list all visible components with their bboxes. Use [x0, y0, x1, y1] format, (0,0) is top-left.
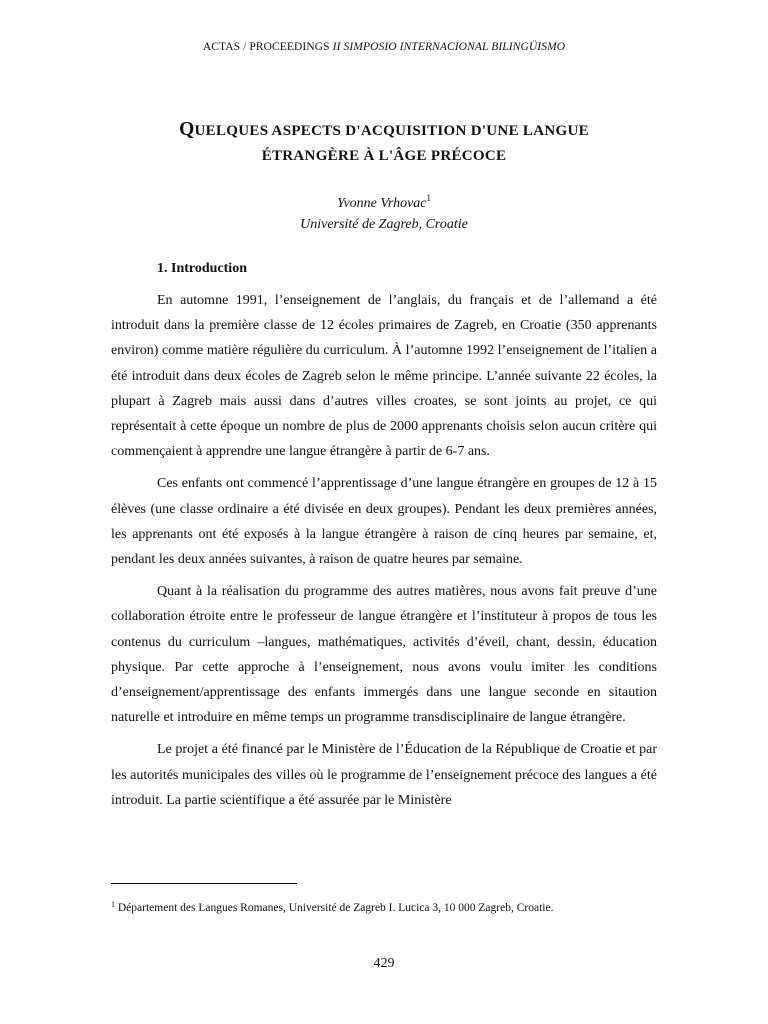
body-text: [111, 288, 657, 820]
author-line: [0, 193, 768, 215]
paragraph: Ces enfants ont commencé l’apprentissage d’une langue étrangère en groupes de 12 à 15 élèves (une classe ordinaire a été divisée en deux groupes). Pendant les deux premières années, les apprenants ont été exposés à la langue étrangère à raison de cinq heures par semaine, et, pendant les deux années suivantes, à raison de quatre heures par semaine.: [111, 476, 657, 568]
paragraph: Quant à la réalisation du programme des autres matières, nous avons fait preuve d’une collaboration étroite entre le professeur de langue étrangère et l’instituteur à propos de tous les contenus du curriculum –langues, mathématiques, activités d’éveil, chant, dessin, éducation physique. Par cette approche à l’enseignement, nous avons voulu imiter les conditions d’enseignement/apprentissage des enfants immergés dans une langue seconde en sitaution naturelle et introduire en même temps un programme transdisciplinaire de langue étrangère.: [111, 584, 657, 726]
paragraph: En automne 1991, l’enseignement de l’anglais, du français et de l’allemand a été introduit dans la première classe de 12 écoles primaires de Zagreb, en Croatie (350 apprenants environ) comme matière régulière du curriculum. À l’automne 1992 l’enseignement de l’italien a été introduit dans deux écoles de Zagreb selon le même principe. L’année suivante 22 écoles, la plupart à Zagreb mais aussi dans d’autres villes croates, se sont joints au projet, ce qui représentait à cette époque un nombre de plus de 2000 apprenants choisis selon aucun critère qui commençaient à apprendre une langue étrangère à partir de 6-7 ans.: [111, 293, 657, 460]
footnote-text: Département des Langues Romanes, Université de Zagreb I. Lucica 3, 10 000 Zagreb, Croatie.: [115, 902, 554, 914]
page-number: 429: [373, 956, 395, 971]
footnote-mark: 1: [111, 900, 115, 909]
paragraph: Le projet a été financé par le Ministère de l’Éducation de la République de Croatie et par les autorités municipales des villes où le programme de l’enseignement précoce des langues a été introduit. La partie scientifique a été assurée par le Ministère: [111, 742, 657, 808]
running-header-prefix: ACTAS / PROCEEDINGS: [202, 41, 333, 53]
footnote-divider: [111, 883, 297, 884]
section-heading: 1. Introduction: [157, 261, 247, 276]
author-name: Yvonne Vrhovac: [336, 196, 427, 211]
footnote: [111, 902, 671, 914]
title-line-1: [100, 117, 668, 144]
paper-title: [100, 117, 668, 169]
title-line-1-text: UELQUES ASPECTS D'ACQUISITION D'UNE LANGUE: [194, 123, 589, 139]
author-affiliation: Université de Zagreb, Croatie: [300, 217, 468, 232]
author-footnote-mark[interactable]: 1: [426, 193, 432, 203]
title-line-2: ÉTRANGÈRE À L'ÂGE PRÉCOCE: [261, 148, 507, 164]
title-initial-cap: Q: [179, 119, 195, 140]
running-header: [0, 41, 768, 53]
running-header-italic: II SIMPOSIO INTERNACIONAL BILINGÜISMO: [332, 41, 566, 53]
